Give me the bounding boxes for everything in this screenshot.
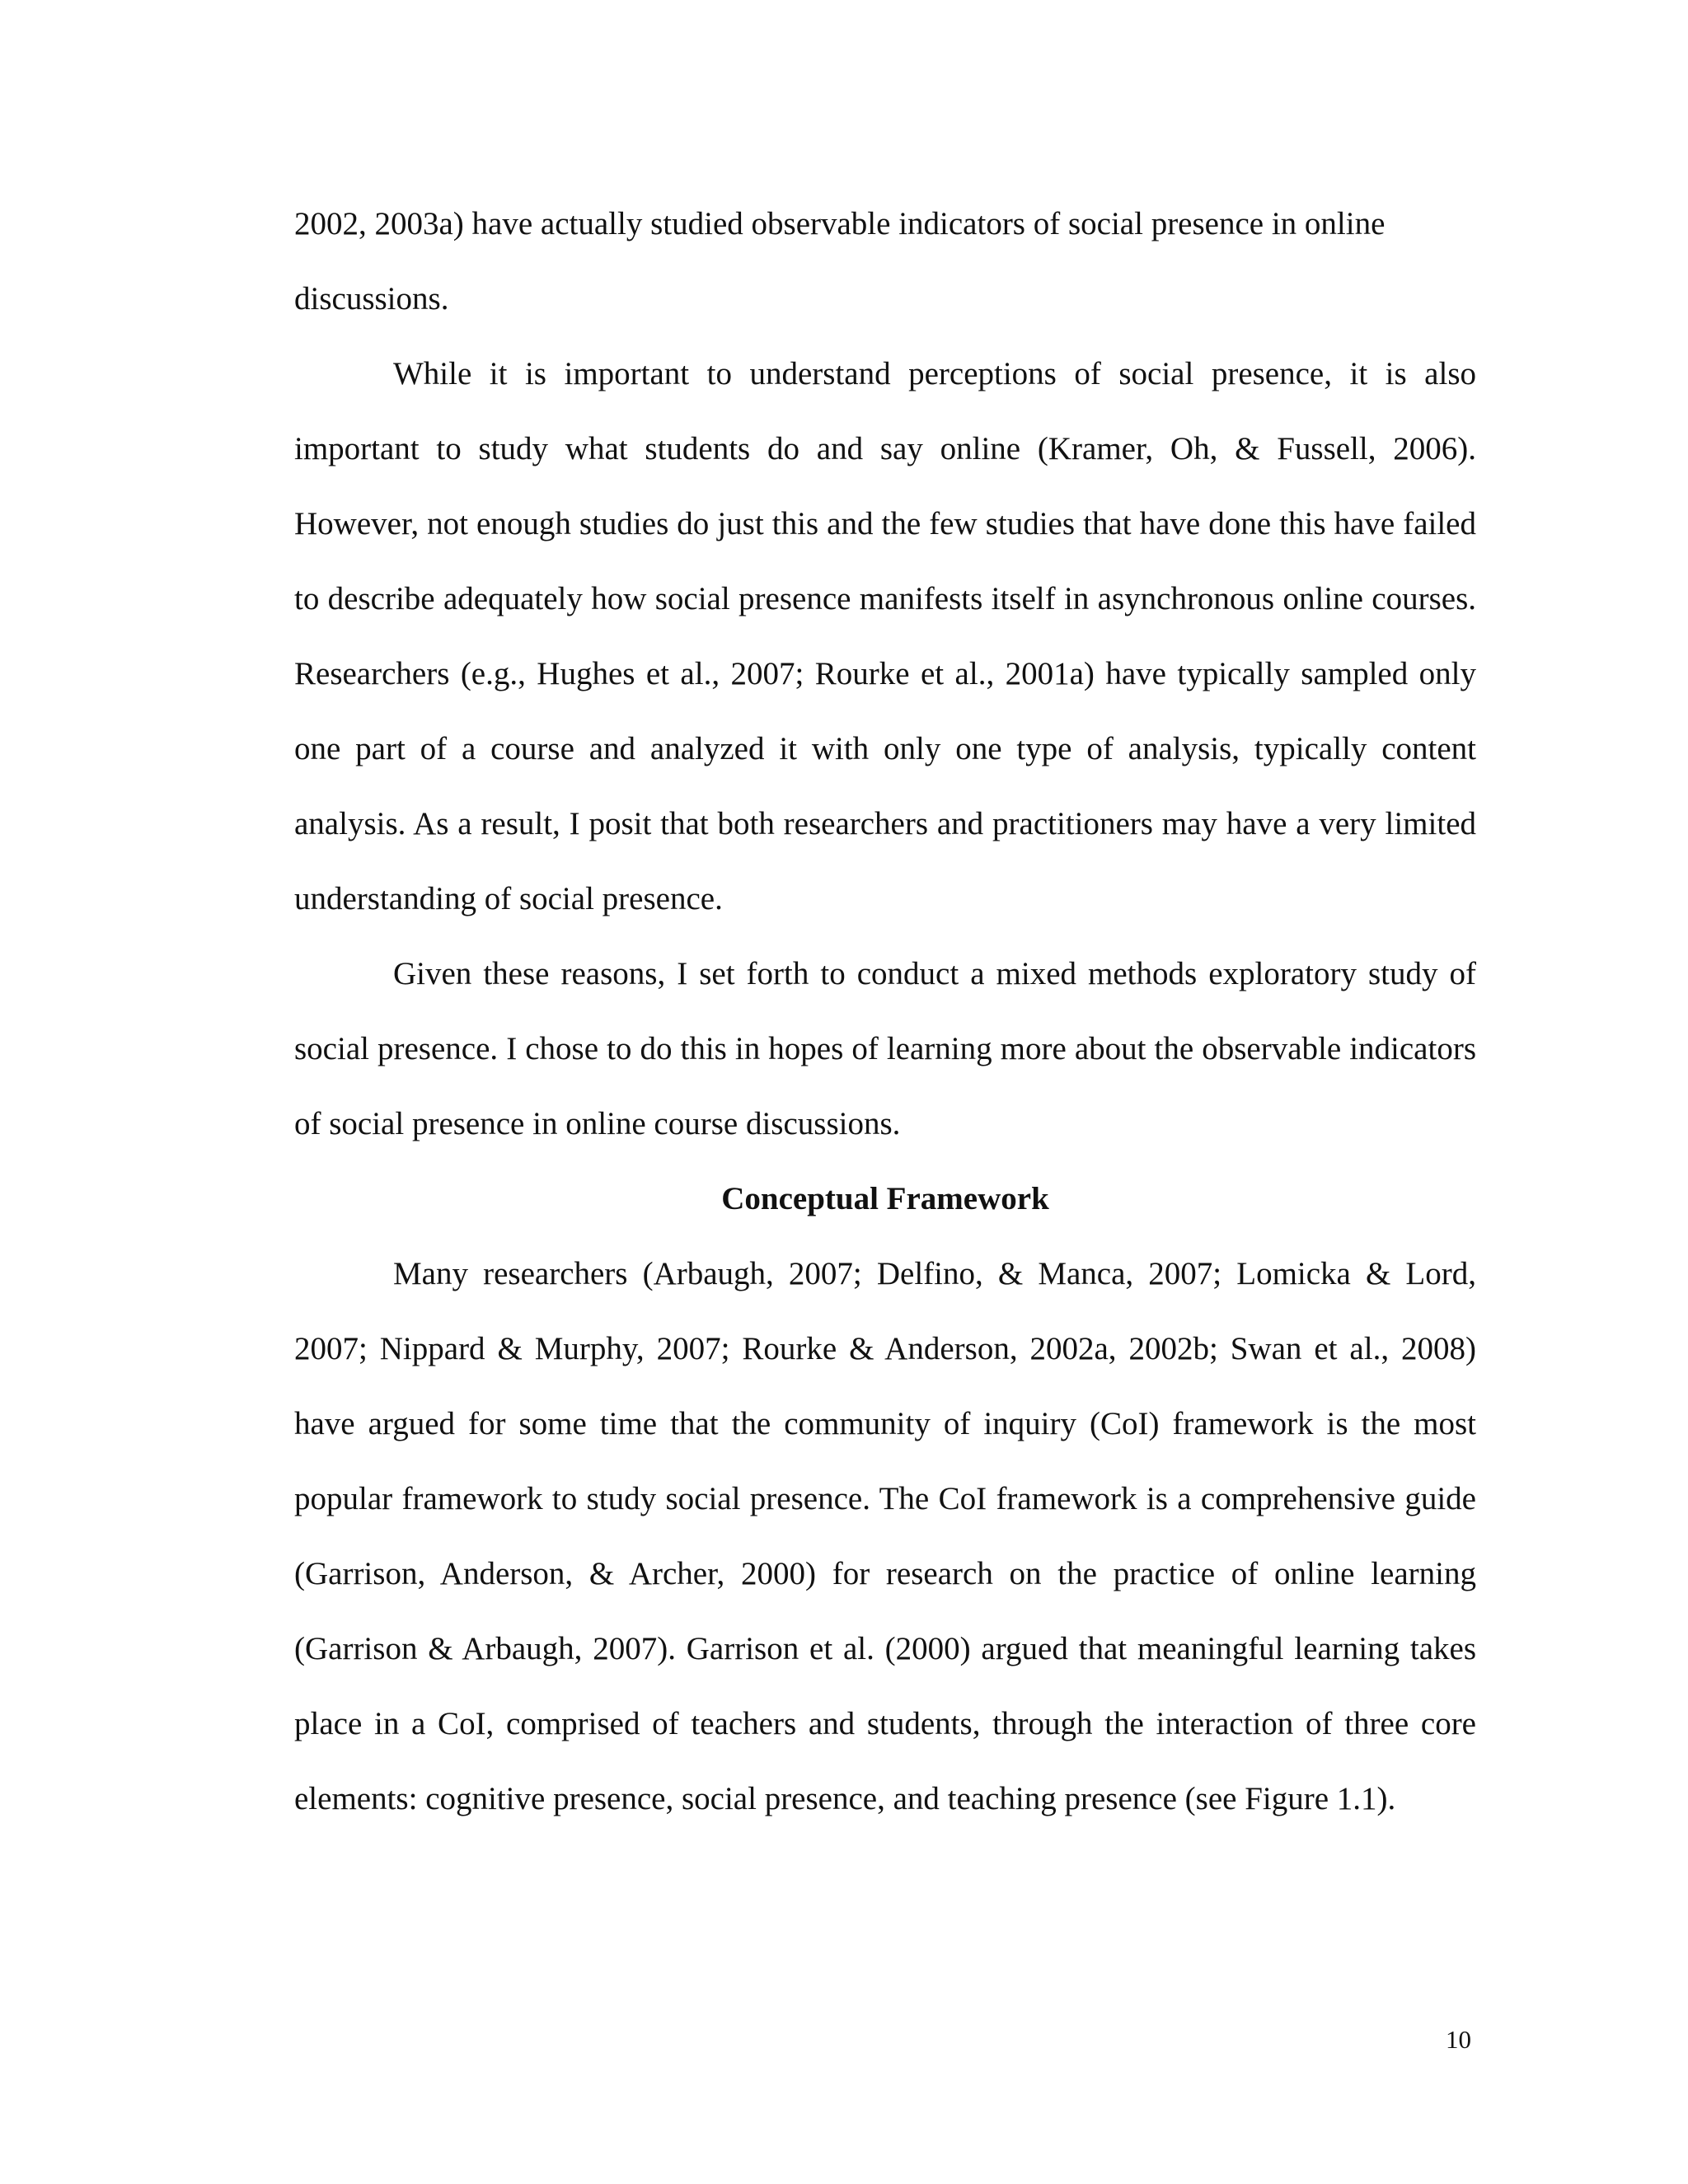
body-text bbox=[294, 186, 1476, 1836]
paragraph-study-purpose: Given these reasons, I set forth to conduct a mixed methods exploratory study of social presence. I chose to do this in hopes of learning more about the observable indicators of social presence in online course discussions. bbox=[294, 956, 1476, 1141]
paragraph-perceptions: While it is important to understand perceptions of social presence, it is also important to study what students do and say online (Kramer, Oh, & Fussell, 2006). However, not enough studies do just this and the few studies that have done this have failed to describe adequately how social presence manifests itself in asynchronous online courses. Researchers (e.g., Hughes et al., 2007; Rourke et al., 2001a) have typically sampled only one part of a course and analyzed it with only one type of analysis, typically content analysis. As a result, I posit that both researchers and practitioners may have a very limited understanding of social presence. bbox=[294, 356, 1476, 916]
section-heading: Conceptual Framework bbox=[721, 1181, 1049, 1216]
page-number: 10 bbox=[1446, 2025, 1471, 2054]
continued-paragraph: 2002, 2003a) have actually studied observable indicators of social presence in online discussions. bbox=[294, 206, 1386, 316]
paragraph-coi-framework: Many researchers (Arbaugh, 2007; Delfino, & Manca, 2007; Lomicka & Lord, 2007; Nippard & Murphy, 2007; Rourke & Anderson, 2002a, 2002b; Swan et al., 2008) have argued for some time that the community of inquiry (CoI) framework is the most popular framework to study social presence. The CoI framework is a comprehensive guide (Garrison, Anderson, & Archer, 2000) for research on the practice of online learning (Garrison & Arbaugh, 2007). Garrison et al. (2000) argued that meaningful learning takes place in a CoI, comprised of teachers and students, through the interaction of three core elements: cognitive presence, social presence, and teaching presence (see Figure 1.1). bbox=[294, 1256, 1476, 1816]
